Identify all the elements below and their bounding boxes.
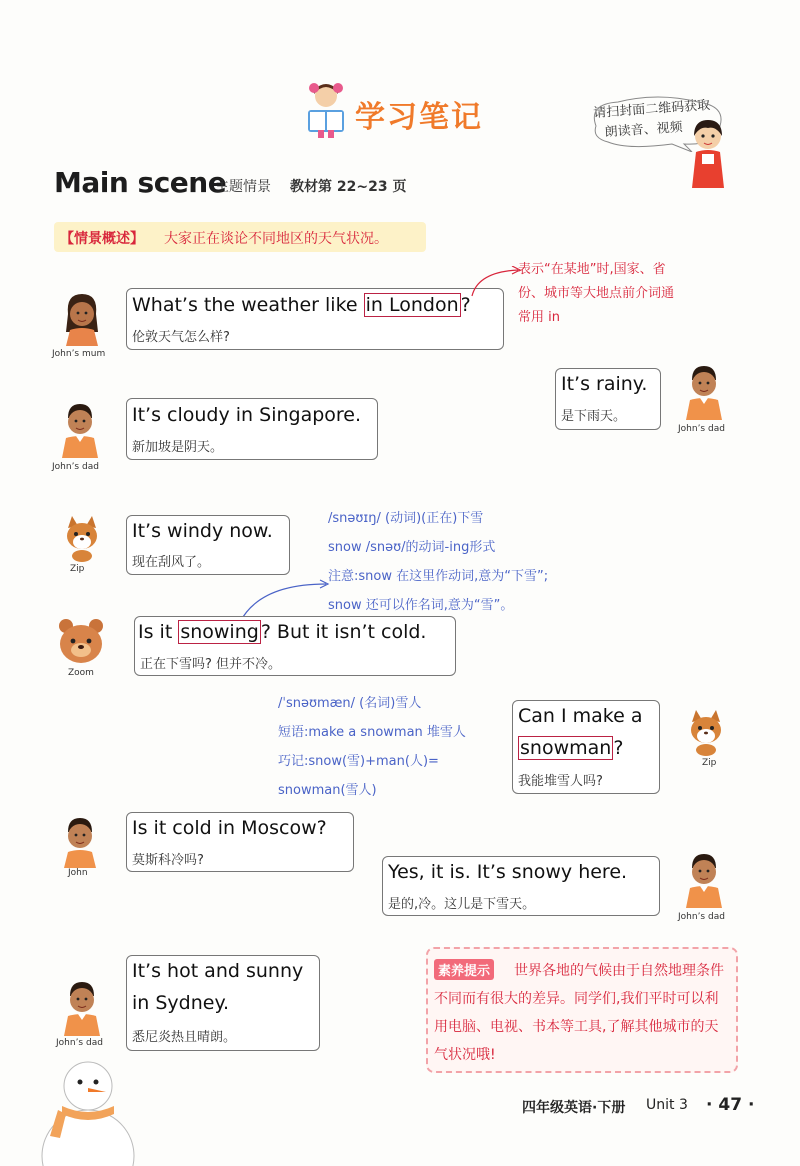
johns-mum-avatar-icon	[62, 292, 102, 346]
textbook-pages: 教材第 22~23 页	[290, 179, 407, 195]
unit-label: Unit 3	[646, 1097, 688, 1113]
dialogue-chinese: 是下雨天。	[561, 409, 627, 424]
dialogue-chinese: 悉尼炎热且晴朗。	[132, 1030, 237, 1045]
speaker-caption: Zip	[702, 758, 717, 768]
zip-squirrel-avatar-icon	[686, 708, 726, 756]
scene-summary-text: 大家正在谈论不同地区的天气状况。	[164, 231, 388, 247]
zoom-bear-avatar-icon	[56, 616, 106, 666]
highlighted-word: snowing	[180, 621, 259, 643]
johns-dad-avatar-icon	[684, 364, 724, 420]
dialogue-english: Is it cold in Moscow?	[132, 817, 327, 839]
book-title: 四年级英语·下册	[522, 1100, 626, 1116]
dialogue-chinese: 是的,冷。这儿是下雪天。	[388, 897, 536, 912]
snowman-note: /ˈsnəʊmæn/ (名词)雪人 短语:make a snowman 堆雪人 巧记:snow(雪)+man(人)= snowman(雪人)	[278, 696, 466, 798]
dialogue-english: It’s windy now.	[132, 520, 273, 542]
dialogue-english: Yes, it is. It’s snowy here.	[388, 861, 628, 883]
snowing-note: /snəʊɪŋ/ (动词)(正在)下雪 snow /snəʊ/的动词-ing形式 注意:snow 在这里作动词,意为“下雪”; snow 还可以作名词,意为“雪”。	[328, 511, 549, 613]
speaker-caption: Zoom	[68, 668, 94, 678]
dialogue-english: Is it snowing ? But it isn’t cold.	[138, 621, 427, 643]
section-subtitle: 主题情景	[215, 179, 271, 195]
speaker-caption: John’s dad	[56, 1038, 103, 1048]
dialogue-english: Can I make a	[518, 705, 643, 727]
teacher-girl-icon	[686, 118, 730, 188]
dialogue-english: It’s cloudy in Singapore.	[132, 404, 362, 426]
scene-summary-label: 【情景概述】	[60, 231, 144, 247]
dialogue-english-line2: snowman ?	[520, 737, 624, 759]
dialogue-english: It’s rainy.	[561, 373, 648, 395]
speaker-caption: John’s dad	[52, 462, 99, 472]
section-title: Main scene	[54, 166, 227, 199]
cartoon-girl-reading-icon	[300, 80, 352, 138]
literacy-tip-label: 素养提示	[434, 959, 494, 980]
zip-squirrel-avatar-icon	[62, 514, 102, 562]
johns-dad-avatar-icon	[684, 852, 724, 908]
johns-dad-avatar-icon	[62, 980, 102, 1036]
notes-header-title: 学习笔记	[355, 100, 483, 135]
dialogue-chinese: 伦敦天气怎么样?	[132, 330, 230, 345]
john-avatar-icon	[60, 816, 100, 868]
dialogue-chinese: 正在下雪吗? 但并不冷。	[140, 657, 282, 672]
speaker-caption: Zip	[70, 564, 85, 574]
dialogue-chinese: 我能堆雪人吗?	[518, 774, 603, 789]
speaker-caption: John	[68, 868, 88, 878]
highlighted-phrase: in London	[365, 294, 459, 316]
literacy-tip-text: 世界各地的气候由于自然地理条件不同而有很大的差异。同学们,我们平时可以利用电脑、电视、书本等工具,了解其他城市的天气状况哦!	[434, 963, 724, 1063]
johns-dad-avatar-icon	[60, 402, 100, 458]
snowman-decoration-icon	[28, 1046, 148, 1166]
dialogue-chinese: 新加坡是阴天。	[132, 440, 224, 455]
page-number: · 47 ·	[706, 1095, 755, 1115]
speaker-caption: John’s mum	[52, 349, 106, 359]
dialogue-english-line2: in Sydney.	[132, 992, 230, 1014]
in-preposition-note: 表示“在某地”时,国家、省 份、城市等大地点前介词通 常用 in	[518, 262, 675, 325]
speaker-caption: John’s dad	[678, 912, 725, 922]
dialogue-chinese: 现在刮风了。	[132, 555, 211, 570]
annotation-arrow-icon	[470, 266, 522, 298]
dialogue-english: What’s the weather like in London ?	[132, 294, 471, 316]
qr-code-note: 请扫封面二维码获取 朗读音、视频	[592, 97, 711, 141]
dialogue-english: It’s hot and sunny	[132, 960, 304, 982]
dialogue-chinese: 莫斯科冷吗?	[132, 853, 204, 868]
speaker-caption: John’s dad	[678, 424, 725, 434]
highlighted-word: snowman	[520, 737, 612, 759]
